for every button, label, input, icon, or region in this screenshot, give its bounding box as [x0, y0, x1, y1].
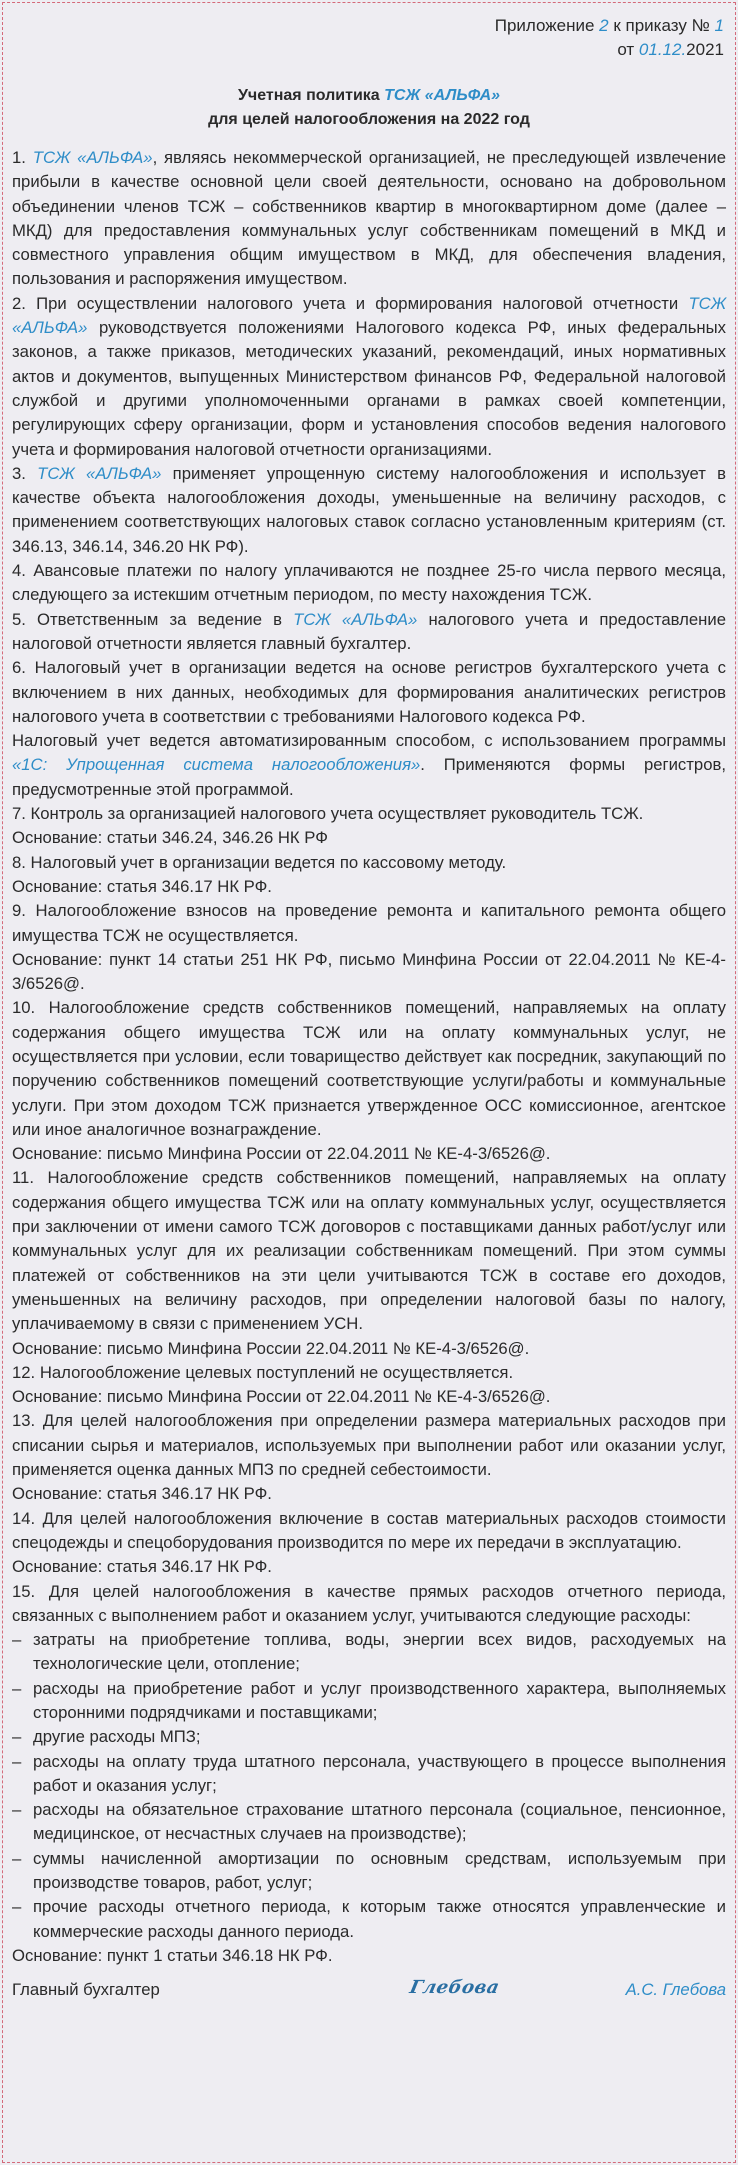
paragraph-7-basis: Основание: статьи 346.24, 346.26 НК РФ — [12, 828, 328, 848]
document-title — [12, 84, 726, 132]
paragraph-14: 14. Для целей налогообложения включение в состав материальных расходов стоимости спецодежды и спецоборудования производится по мере их передачи в эксплуатацию. — [12, 1508, 726, 1552]
list-item: – затраты на приобретение топлива, воды, энергии всех видов, расходуемых на технологические цели, отопление; — [12, 1628, 726, 1677]
handwritten-signature: Глебова — [407, 1977, 502, 1999]
paragraph-12: 12. Налогообложение целевых поступлений не осуществляется. — [12, 1362, 514, 1382]
signer-role: Главный бухгалтер — [12, 1980, 160, 2000]
paragraph-4: 4. Авансовые платежи по налогу уплачиваются не позднее 25-го числа первого месяца, следующего за истекшим отчетным периодом, по месту нахождения ТСЖ. — [12, 561, 726, 605]
order-year: 2021 — [686, 40, 724, 59]
paragraph-15-basis: Основание: пункт 1 статьи 346.18 НК РФ. — [12, 1945, 333, 1965]
paragraph-7: 7. Контроль за организацией налогового учета осуществляет руководитель ТСЖ. — [12, 804, 644, 824]
paragraph-10: 10. Налогообложение средств собственников помещений, направляемых на оплату содержания общего имущества ТСЖ или на оплату коммунальных услуг, не осуществляется при условии, если товарищество действует как посредник, закупающий по поручению собственников помещений соответствующие услуги/работы и коммунальные услуги. При этом доходом ТСЖ признается утвержденное ОСС комиссионное, агентское или иное аналогичное вознаграждение. — [12, 998, 726, 1139]
appendix-line-1: Приложение 2 к приказу № 1 — [494, 16, 724, 35]
list-item: – суммы начисленной амортизации по основным средствам, используемым при производстве товаров, работ, услуг; — [12, 1847, 726, 1896]
signer-name: А.С. Глебова — [625, 1980, 726, 2000]
document-page — [12, 14, 726, 2008]
paragraph-13-basis: Основание: статья 346.17 НК РФ. — [12, 1484, 272, 1504]
paragraph-12-basis: Основание: письмо Минфина России от 22.04.2011 № КЕ-4-3/6526@. — [12, 1387, 551, 1407]
appendix-header — [12, 14, 724, 62]
signature-block — [12, 1978, 726, 2008]
title-line-1: Учетная политика ТСЖ «АЛЬФА» — [237, 87, 501, 104]
list-item: – прочие расходы отчетного периода, к которым также относятся управленческие и коммерческие расходы данного периода. — [12, 1895, 726, 1944]
appendix-line-2: от 01.12.2021 — [617, 40, 724, 59]
title-line-2: для целей налогообложения на 2022 год — [208, 111, 530, 128]
paragraph-3: 3. ТСЖ «АЛЬФА» применяет упрощенную систему налогообложения и использует в качестве объекта налогообложения доходы, уменьшенные на величину расходов, с применением соответствующих налоговых ставок согласно установленным критериям (ст. 346.13, 346.14, 346.20 НК РФ). — [12, 463, 726, 556]
paragraph-1: 1. ТСЖ «АЛЬФА», являясь некоммерческой организацией, не преследующей извлечение прибыли в качестве основной цели своей деятельности, основано на добровольном объединении членов ТСЖ – собственников квартир в многоквартирном доме (далее – МКД) для предоставления коммунальных услуг собственникам помещений в МКД и совместного управления общим имуществом в МКД, для обеспечения владения, пользования и распоряжения имуществом. — [12, 148, 727, 289]
paragraph-15: 15. Для целей налогообложения в качестве прямых расходов отчетного периода, связанных с выполнением работ и оказанием услуг, учитываются следующие расходы: — [12, 1581, 726, 1625]
paragraph-14-basis: Основание: статья 346.17 НК РФ. — [12, 1557, 272, 1577]
paragraph-13: 13. Для целей налогообложения при определении размера материальных расходов при списании сырья и материалов, используемых при выполнении работ или оказании услуг, применяется оценка данных МПЗ по средней себестоимости. — [12, 1411, 726, 1480]
order-date: 01.12. — [638, 40, 687, 59]
paragraph-11-basis: Основание: письмо Минфина России 22.04.2011 № КЕ-4-3/6526@. — [12, 1338, 530, 1358]
paragraph-9: 9. Налогообложение взносов на проведение ремонта и капитального ремонта общего имущества ТСЖ не осуществляется. — [12, 901, 726, 945]
paragraph-8: 8. Налоговый учет в организации ведется по кассовому методу. — [12, 852, 507, 872]
paragraph-6-continued: Налоговый учет ведется автоматизированным способом, с использованием программы «1С: Упрощенная система налогообложения». Применяются формы регистров, предусмотренные этой программой. — [12, 731, 726, 799]
paragraph-10-basis: Основание: письмо Минфина России от 22.04.2011 № КЕ-4-3/6526@. — [12, 1144, 551, 1164]
paragraph-5: 5. Ответственным за ведение в ТСЖ «АЛЬФА» налогового учета и предоставление налоговой отчетности является главный бухгалтер. — [12, 609, 726, 653]
paragraph-2: 2. При осуществлении налогового учета и формирования налоговой отчетности ТСЖ «АЛЬФА» руководствуется положениями Налогового кодекса РФ, иных федеральных законов, а также приказов, методических указаний, рекомендаций, иных нормативных актов и документов, выпущенных Министерством финансов РФ, Федеральной налоговой службой и другими уполномоченными органами в рамках своей компетенции, регулирующих сферу организации, форм и установления способов ведения налогового учета и формирования налоговой отчетности организациями. — [12, 293, 726, 459]
order-number: 1 — [714, 16, 724, 35]
paragraph-9-basis: Основание: пункт 14 статьи 251 НК РФ, письмо Минфина России от 22.04.2011 № КЕ-4-3/6526@. — [12, 949, 726, 994]
program-name: «1С: Упрощенная система налогообложения» — [12, 755, 421, 775]
title-org-name: ТСЖ «АЛЬФА» — [384, 87, 501, 104]
list-item: – расходы на приобретение работ и услуг производственного характера, выполняемых сторонними подрядчиками и поставщиками; — [12, 1677, 726, 1726]
list-item: – расходы на обязательное страхование штатного персонала (социальное, пенсионное, медицинское, от несчастных случаев на производстве); — [12, 1798, 726, 1847]
paragraph-8-basis: Основание: статья 346.17 НК РФ. — [12, 876, 272, 896]
paragraph-11: 11. Налогообложение средств собственников помещений, направляемых на оплату содержания общего имущества ТСЖ или на оплату коммунальных услуг, осуществляется при заключении от имени самого ТСЖ договоров с поставщиками данных работ/услуг или коммунальных услуг для их реализации собственникам помещений. При этом суммы платежей от собственников на эти цели учитываются ТСЖ в составе его доходов, уменьшенных на величину расходов, при определении налоговой базы по налогу, уплачиваемому в связи с применением УСН. — [12, 1168, 726, 1334]
paragraph-6: 6. Налоговый учет в организации ведется на основе регистров бухгалтерского учета с включением в них данных, необходимых для формирования аналитических регистров налогового учета в соответствии с требованиями Налогового кодекса РФ. — [12, 658, 726, 726]
appendix-number: 2 — [599, 16, 609, 35]
policy-body — [12, 146, 726, 1968]
list-item: – другие расходы МПЗ; — [12, 1725, 726, 1749]
list-item: – расходы на оплату труда штатного персонала, участвующего в процессе выполнения работ и оказания услуг; — [12, 1750, 726, 1799]
